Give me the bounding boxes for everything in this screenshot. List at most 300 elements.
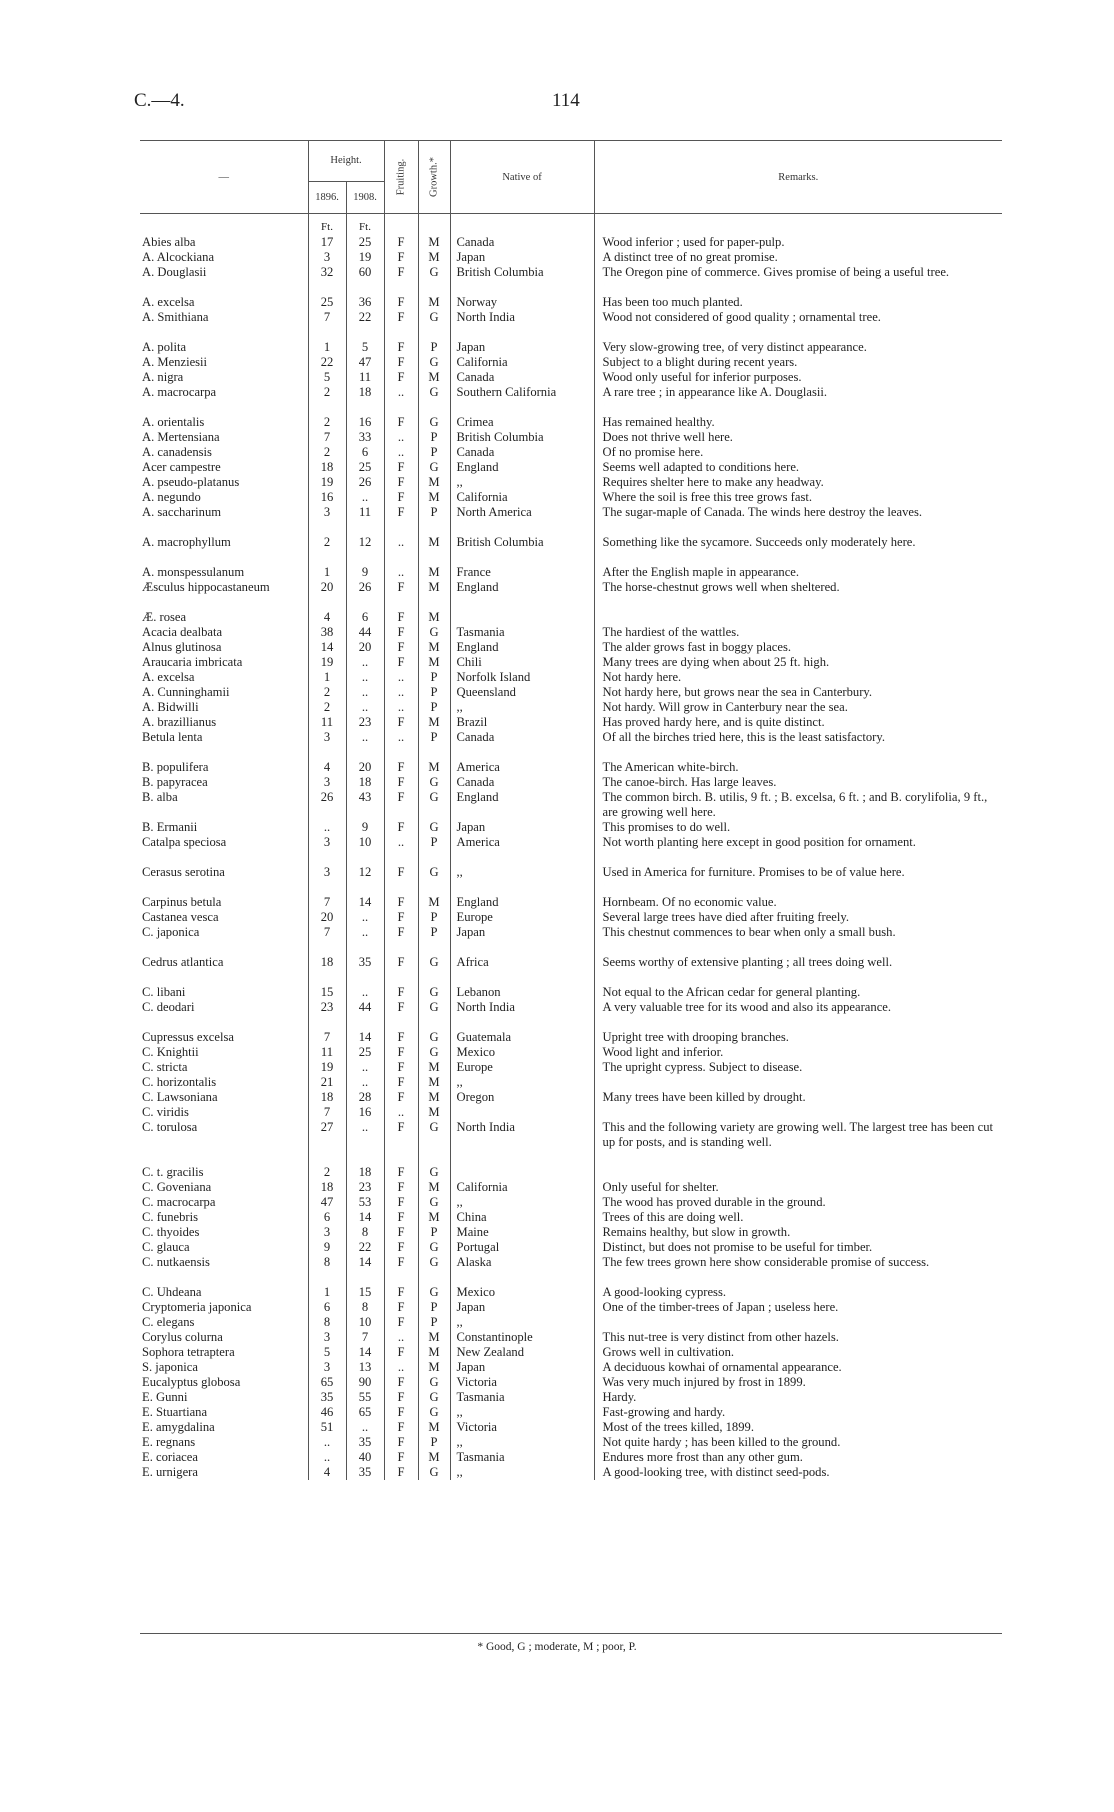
growth-value: M bbox=[428, 1105, 440, 1119]
native-region: Africa bbox=[456, 955, 489, 969]
height-1908: 6 bbox=[361, 445, 369, 459]
table-row bbox=[140, 790, 1002, 820]
height-1896: 46 bbox=[320, 1405, 334, 1419]
table-row bbox=[140, 415, 1002, 430]
growth-value: M bbox=[428, 1210, 440, 1224]
height-1896: 18 bbox=[320, 1180, 334, 1194]
height-1908: .. bbox=[361, 1120, 369, 1134]
table-row bbox=[140, 910, 1002, 925]
height-1908: 18 bbox=[358, 385, 372, 399]
fruiting-value: F bbox=[397, 955, 405, 969]
height-1896: 3 bbox=[323, 1225, 331, 1239]
native-region: California bbox=[456, 1180, 508, 1194]
fruiting-value: .. bbox=[397, 670, 405, 684]
species-name: Eucalyptus globosa bbox=[142, 1375, 241, 1389]
species-name: E. regnans bbox=[142, 1435, 196, 1449]
species-name: A. macrocarpa bbox=[142, 385, 217, 399]
height-1908: 44 bbox=[358, 625, 372, 639]
species-name: A. canadensis bbox=[142, 445, 212, 459]
table-row bbox=[140, 640, 1002, 655]
height-1908: 14 bbox=[358, 1345, 372, 1359]
table-row bbox=[140, 1450, 1002, 1465]
height-1896: 7 bbox=[323, 1105, 331, 1119]
unit-row bbox=[140, 214, 1002, 236]
height-1908: 35 bbox=[358, 955, 372, 969]
growth-value: G bbox=[429, 1195, 439, 1209]
height-1908: 16 bbox=[358, 415, 372, 429]
growth-value: P bbox=[430, 925, 438, 939]
height-1896: 26 bbox=[320, 790, 334, 804]
remarks-text: Wood inferior ; used for paper-pulp. bbox=[602, 235, 785, 249]
remarks-text: Seems worthy of extensive planting ; all trees doing well. bbox=[602, 955, 893, 969]
height-1896: 1 bbox=[323, 340, 331, 354]
height-1908: 6 bbox=[361, 610, 369, 624]
height-1896: 3 bbox=[323, 505, 331, 519]
growth-value: M bbox=[428, 760, 440, 774]
species-name: C. elegans bbox=[142, 1315, 195, 1329]
table-row bbox=[140, 385, 1002, 415]
height-1908: 20 bbox=[358, 760, 372, 774]
remarks-text: The horse-chestnut grows well when sheltered. bbox=[602, 580, 840, 594]
native-region: Japan bbox=[456, 250, 486, 264]
remarks-text: Requires shelter here to make any headway. bbox=[602, 475, 824, 489]
species-name: B. papyracea bbox=[142, 775, 208, 789]
fruiting-value: F bbox=[397, 865, 405, 879]
species-name: A. Cunninghamii bbox=[142, 685, 230, 699]
species-name: C. Uhdeana bbox=[142, 1285, 202, 1299]
species-name: A. brazillianus bbox=[142, 715, 217, 729]
native-region: France bbox=[456, 565, 491, 579]
table-row bbox=[140, 340, 1002, 355]
fruiting-value: F bbox=[397, 580, 405, 594]
height-1908: 22 bbox=[358, 1240, 372, 1254]
height-1908: 15 bbox=[358, 1285, 372, 1299]
growth-value: G bbox=[429, 625, 439, 639]
species-name: A. pseudo-platanus bbox=[142, 475, 240, 489]
table-row bbox=[140, 505, 1002, 535]
height-1896: 8 bbox=[323, 1315, 331, 1329]
remarks-text: A good-looking tree, with distinct seed-pods. bbox=[602, 1465, 830, 1479]
species-name: Araucaria imbricata bbox=[142, 655, 243, 669]
fruiting-value: .. bbox=[397, 700, 405, 714]
table-row bbox=[140, 1360, 1002, 1375]
remarks-text: Of all the birches tried here, this is the least satisfactory. bbox=[602, 730, 885, 744]
remarks-text: Only useful for shelter. bbox=[602, 1180, 719, 1194]
growth-value: M bbox=[428, 1360, 440, 1374]
species-name: A. macrophyllum bbox=[142, 535, 231, 549]
growth-value: M bbox=[428, 580, 440, 594]
height-1896: 3 bbox=[323, 250, 331, 264]
fruiting-value: F bbox=[397, 985, 405, 999]
native-region: England bbox=[456, 460, 499, 474]
fruiting-value: .. bbox=[397, 835, 405, 849]
growth-value: M bbox=[428, 1450, 440, 1464]
fruiting-value: F bbox=[397, 475, 405, 489]
growth-value: M bbox=[428, 1060, 440, 1074]
growth-value: P bbox=[430, 445, 438, 459]
remarks-text: The wood has proved durable in the ground. bbox=[602, 1195, 826, 1209]
native-region: Japan bbox=[456, 1360, 486, 1374]
table-row bbox=[140, 1465, 1002, 1480]
height-1896: 7 bbox=[323, 925, 331, 939]
height-1908: 12 bbox=[358, 535, 372, 549]
height-1896: 7 bbox=[323, 310, 331, 324]
species-name: C. libani bbox=[142, 985, 186, 999]
native-column-header: Native of bbox=[450, 141, 594, 214]
remarks-text: The canoe-birch. Has large leaves. bbox=[602, 775, 777, 789]
growth-value: G bbox=[429, 985, 439, 999]
height-1896: 20 bbox=[320, 910, 334, 924]
table-row bbox=[140, 655, 1002, 670]
species-name: A. Bidwilli bbox=[142, 700, 199, 714]
fruiting-value: F bbox=[397, 265, 405, 279]
growth-value: M bbox=[428, 1090, 440, 1104]
height-1908: 43 bbox=[358, 790, 372, 804]
fruiting-value: F bbox=[397, 505, 405, 519]
unit-label: Ft. bbox=[308, 214, 346, 236]
height-1896: 35 bbox=[320, 1390, 334, 1404]
fruiting-value: F bbox=[397, 1255, 405, 1269]
height-1908: .. bbox=[361, 490, 369, 504]
height-1896: 18 bbox=[320, 955, 334, 969]
table-row bbox=[140, 250, 1002, 265]
tree-table bbox=[140, 140, 1002, 1480]
native-region: California bbox=[456, 490, 508, 504]
fruiting-value: F bbox=[397, 235, 405, 249]
height-1908: 18 bbox=[358, 1165, 372, 1179]
remarks-text: Wood light and inferior. bbox=[602, 1045, 724, 1059]
remarks-text: Wood only useful for inferior purposes. bbox=[602, 370, 802, 384]
fruiting-value: F bbox=[397, 895, 405, 909]
height-1896: 3 bbox=[323, 1330, 331, 1344]
height-1896: 18 bbox=[320, 460, 334, 474]
fruiting-value: F bbox=[397, 1405, 405, 1419]
table-row bbox=[140, 1075, 1002, 1090]
fruiting-value: F bbox=[397, 1030, 405, 1044]
native-region: America bbox=[456, 835, 500, 849]
height-1896: 38 bbox=[320, 625, 334, 639]
height-1896: 5 bbox=[323, 1345, 331, 1359]
species-name: Catalpa speciosa bbox=[142, 835, 227, 849]
native-region: Norfolk Island bbox=[456, 670, 531, 684]
height-1908: .. bbox=[361, 985, 369, 999]
native-region: Europe bbox=[456, 910, 493, 924]
species-name: A. nigra bbox=[142, 370, 184, 384]
table-row bbox=[140, 1195, 1002, 1210]
height-1896: 7 bbox=[323, 1030, 331, 1044]
growth-value: G bbox=[429, 310, 439, 324]
height-1896: 11 bbox=[320, 715, 334, 729]
remarks-text: Was very much injured by frost in 1899. bbox=[602, 1375, 806, 1389]
remarks-text: The alder grows fast in boggy places. bbox=[602, 640, 792, 654]
growth-value: P bbox=[430, 700, 438, 714]
table-row bbox=[140, 1345, 1002, 1360]
footnote: * Good, G ; moderate, M ; poor, P. bbox=[477, 1641, 637, 1653]
species-name: E. Gunni bbox=[142, 1390, 188, 1404]
growth-value: P bbox=[430, 685, 438, 699]
remarks-text: Not equal to the African cedar for general planting. bbox=[602, 985, 861, 999]
remarks-text: The few trees grown here show considerable promise of success. bbox=[602, 1255, 930, 1269]
height-1896: 16 bbox=[320, 490, 334, 504]
height-1896: 4 bbox=[323, 1465, 331, 1479]
height-1896: 3 bbox=[323, 730, 331, 744]
fruiting-value: F bbox=[397, 1345, 405, 1359]
fruiting-value: F bbox=[397, 1060, 405, 1074]
growth-value: G bbox=[429, 355, 439, 369]
table-row bbox=[140, 535, 1002, 565]
growth-value: M bbox=[428, 370, 440, 384]
height-1908: .. bbox=[361, 1420, 369, 1434]
height-1908: 9 bbox=[361, 820, 369, 834]
species-name: A. Douglasii bbox=[142, 265, 207, 279]
remarks-text: Has been too much planted. bbox=[602, 295, 743, 309]
species-name: Cerasus serotina bbox=[142, 865, 225, 879]
table-row bbox=[140, 1180, 1002, 1195]
height-1896: 51 bbox=[320, 1420, 334, 1434]
growth-value: G bbox=[429, 460, 439, 474]
growth-value: G bbox=[429, 1120, 439, 1134]
height-1908: .. bbox=[361, 925, 369, 939]
height-1908: 26 bbox=[358, 580, 372, 594]
table-row bbox=[140, 835, 1002, 865]
remarks-text: Wood not considered of good quality ; ornamental tree. bbox=[602, 310, 881, 324]
native-region: Mexico bbox=[456, 1285, 495, 1299]
species-name: C. japonica bbox=[142, 925, 200, 939]
year-1896-header: 1896. bbox=[308, 181, 346, 213]
growth-value: M bbox=[428, 295, 440, 309]
fruiting-value: F bbox=[397, 355, 405, 369]
species-name: C. Lawsoniana bbox=[142, 1090, 218, 1104]
fruiting-value: F bbox=[397, 1045, 405, 1059]
remarks-text: Endures more frost than any other gum. bbox=[602, 1450, 803, 1464]
fruiting-value: .. bbox=[397, 535, 405, 549]
species-name: Sophora tetraptera bbox=[142, 1345, 235, 1359]
remarks-text: A rare tree ; in appearance like A. Douglasii. bbox=[602, 385, 828, 399]
native-region: British Columbia bbox=[456, 430, 544, 444]
height-1896: 8 bbox=[323, 1255, 331, 1269]
remarks-text: Upright tree with drooping branches. bbox=[602, 1030, 789, 1044]
remarks-text: Has remained healthy. bbox=[602, 415, 715, 429]
table-row bbox=[140, 685, 1002, 700]
fruiting-value: F bbox=[397, 1285, 405, 1299]
table-row bbox=[140, 1255, 1002, 1285]
native-region: North America bbox=[456, 505, 532, 519]
table-row bbox=[140, 730, 1002, 760]
height-1896: 15 bbox=[320, 985, 334, 999]
growth-value: P bbox=[430, 505, 438, 519]
height-1908: 26 bbox=[358, 475, 372, 489]
table-row bbox=[140, 490, 1002, 505]
unit-label: Ft. bbox=[346, 214, 384, 236]
height-1908: 25 bbox=[358, 1045, 372, 1059]
remarks-text: Several large trees have died after fruiting freely. bbox=[602, 910, 850, 924]
native-region: ,, bbox=[456, 865, 463, 879]
growth-value: M bbox=[428, 610, 440, 624]
species-name: Abies alba bbox=[142, 235, 196, 249]
fruiting-value: F bbox=[397, 1210, 405, 1224]
growth-value: M bbox=[428, 895, 440, 909]
remarks-text: Where the soil is free this tree grows fast. bbox=[602, 490, 812, 504]
height-1896: 1 bbox=[323, 670, 331, 684]
native-region: Alaska bbox=[456, 1255, 492, 1269]
table-row bbox=[140, 985, 1002, 1000]
remarks-text: This nut-tree is very distinct from other hazels. bbox=[602, 1330, 839, 1344]
growth-value: M bbox=[428, 1075, 440, 1089]
remarks-text: Not quite hardy ; has been killed to the ground. bbox=[602, 1435, 841, 1449]
growth-value: M bbox=[428, 235, 440, 249]
remarks-text: Distinct, but does not promise to be useful for timber. bbox=[602, 1240, 873, 1254]
native-region: Southern California bbox=[456, 385, 557, 399]
table-row bbox=[140, 760, 1002, 775]
remarks-text: The hardiest of the wattles. bbox=[602, 625, 740, 639]
height-1896: 27 bbox=[320, 1120, 334, 1134]
native-region: ,, bbox=[456, 1075, 463, 1089]
table-row bbox=[140, 460, 1002, 475]
native-region: Chili bbox=[456, 655, 482, 669]
remarks-text: A deciduous kowhai of ornamental appearance. bbox=[602, 1360, 842, 1374]
height-1908: 22 bbox=[358, 310, 372, 324]
native-region: China bbox=[456, 1210, 487, 1224]
height-1908: 23 bbox=[358, 1180, 372, 1194]
fruiting-value: F bbox=[397, 655, 405, 669]
height-1896: 5 bbox=[323, 370, 331, 384]
remarks-text: Fast-growing and hardy. bbox=[602, 1405, 726, 1419]
growth-value: G bbox=[429, 1240, 439, 1254]
species-name: A. Alcockiana bbox=[142, 250, 215, 264]
species-name: A. Smithiana bbox=[142, 310, 209, 324]
height-1908: .. bbox=[361, 655, 369, 669]
height-1908: 12 bbox=[358, 865, 372, 879]
species-name: B. populifera bbox=[142, 760, 209, 774]
table-row bbox=[140, 1105, 1002, 1120]
height-1908: 65 bbox=[358, 1405, 372, 1419]
remarks-text: The Oregon pine of commerce. Gives promise of being a useful tree. bbox=[602, 265, 950, 279]
height-1908: .. bbox=[361, 1075, 369, 1089]
native-region: ,, bbox=[456, 1405, 463, 1419]
table-row bbox=[140, 715, 1002, 730]
table-row bbox=[140, 355, 1002, 370]
table-row bbox=[140, 1420, 1002, 1435]
species-name: Acer campestre bbox=[142, 460, 221, 474]
growth-value: G bbox=[429, 1465, 439, 1479]
remarks-text: A distinct tree of no great promise. bbox=[602, 250, 778, 264]
native-region: ,, bbox=[456, 700, 463, 714]
growth-value: G bbox=[429, 415, 439, 429]
height-1896: 11 bbox=[320, 1045, 334, 1059]
table-row bbox=[140, 295, 1002, 310]
height-1908: 11 bbox=[358, 370, 372, 384]
table-row bbox=[140, 565, 1002, 580]
height-1908: 55 bbox=[358, 1390, 372, 1404]
height-1908: 40 bbox=[358, 1450, 372, 1464]
height-column-header: Height. bbox=[308, 141, 384, 182]
growth-value: G bbox=[429, 865, 439, 879]
species-name: A. polita bbox=[142, 340, 187, 354]
height-1896: .. bbox=[323, 1435, 331, 1449]
species-name: A. monspessulanum bbox=[142, 565, 245, 579]
table-row bbox=[140, 445, 1002, 460]
fruiting-value: .. bbox=[397, 685, 405, 699]
growth-value: M bbox=[428, 1345, 440, 1359]
growth-value: G bbox=[429, 775, 439, 789]
table-row bbox=[140, 1285, 1002, 1300]
native-region: Japan bbox=[456, 340, 486, 354]
fruiting-value: F bbox=[397, 820, 405, 834]
remarks-text: Used in America for furniture. Promises to be of value here. bbox=[602, 865, 905, 879]
remarks-text: This and the following variety are growing well. The largest tree has been cut up for posts, and is standing well. bbox=[602, 1120, 994, 1149]
remarks-text: Remains healthy, but slow in growth. bbox=[602, 1225, 791, 1239]
growth-value: M bbox=[428, 640, 440, 654]
height-1908: 5 bbox=[361, 340, 369, 354]
remarks-text: Many trees have been killed by drought. bbox=[602, 1090, 806, 1104]
native-region: North India bbox=[456, 310, 515, 324]
height-1896: 2 bbox=[323, 415, 331, 429]
growth-value: P bbox=[430, 430, 438, 444]
species-name: A. Mertensiana bbox=[142, 430, 220, 444]
table-row bbox=[140, 1210, 1002, 1225]
page-number: 114 bbox=[552, 90, 580, 111]
table-row bbox=[140, 610, 1002, 625]
growth-value: G bbox=[429, 1375, 439, 1389]
native-region: ,, bbox=[456, 1195, 463, 1209]
native-region: England bbox=[456, 640, 499, 654]
height-1896: 17 bbox=[320, 235, 334, 249]
height-1908: 11 bbox=[358, 505, 372, 519]
growth-value: G bbox=[429, 1030, 439, 1044]
fruiting-value: F bbox=[397, 460, 405, 474]
native-region: Maine bbox=[456, 1225, 489, 1239]
table-row bbox=[140, 1000, 1002, 1030]
species-name: C. t. gracilis bbox=[142, 1165, 204, 1179]
remarks-text: One of the timber-trees of Japan ; useless here. bbox=[602, 1300, 839, 1314]
growth-value: M bbox=[428, 565, 440, 579]
table-row bbox=[140, 580, 1002, 610]
growth-value: G bbox=[429, 820, 439, 834]
native-region: Guatemala bbox=[456, 1030, 512, 1044]
table-row bbox=[140, 1435, 1002, 1450]
remarks-text: Of no promise here. bbox=[602, 445, 704, 459]
growth-value: P bbox=[430, 835, 438, 849]
height-1908: 90 bbox=[358, 1375, 372, 1389]
native-region: Canada bbox=[456, 730, 495, 744]
table-row bbox=[140, 700, 1002, 715]
fruiting-value: F bbox=[397, 715, 405, 729]
native-region: England bbox=[456, 790, 499, 804]
species-name: Æsculus hippocastaneum bbox=[142, 580, 270, 594]
growth-value: M bbox=[428, 490, 440, 504]
height-1908: 13 bbox=[358, 1360, 372, 1374]
table-row bbox=[140, 1315, 1002, 1330]
height-1908: 60 bbox=[358, 265, 372, 279]
fruiting-value: F bbox=[397, 310, 405, 324]
remarks-text: Many trees are dying when about 25 ft. high. bbox=[602, 655, 830, 669]
native-region: Canada bbox=[456, 445, 495, 459]
height-1908: 25 bbox=[358, 235, 372, 249]
remarks-text: The upright cypress. Subject to disease. bbox=[602, 1060, 803, 1074]
height-1896: 19 bbox=[320, 655, 334, 669]
height-1896: 1 bbox=[323, 565, 331, 579]
native-region: Canada bbox=[456, 775, 495, 789]
species-name: C. stricta bbox=[142, 1060, 188, 1074]
growth-value: G bbox=[429, 1285, 439, 1299]
species-name: C. horizontalis bbox=[142, 1075, 217, 1089]
species-name: E. amygdalina bbox=[142, 1420, 215, 1434]
growth-value: G bbox=[429, 1000, 439, 1014]
fruiting-value: F bbox=[397, 415, 405, 429]
height-1908: 16 bbox=[358, 1105, 372, 1119]
species-name: A. saccharinum bbox=[142, 505, 222, 519]
fruiting-value: F bbox=[397, 1120, 405, 1134]
